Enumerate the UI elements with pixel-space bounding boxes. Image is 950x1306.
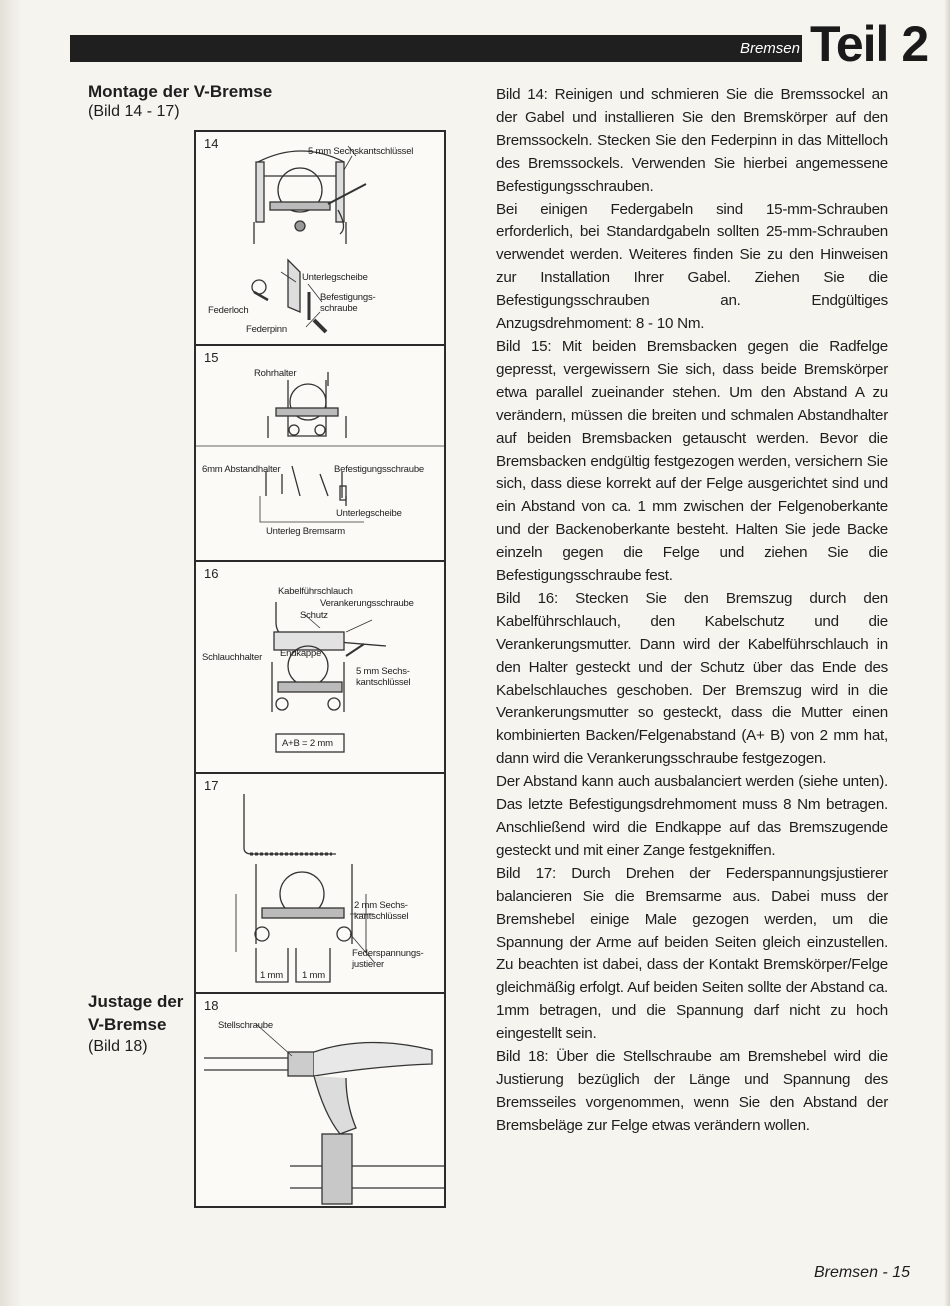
paragraph-bild-17: Bild 17: Durch Drehen der Federspannungsjustierer balancieren Sie die Bremsarme aus. Dabei muss der Bremshebel einige Male gezogen werden, um die Spannung der Arme auf beiden Seiten gleich einzustellen. Zu beachten ist dabei, dass der Kontakt Bremskörper/Felge gleichmäßig erfolgt. Auf beiden Seiten sollte der Abstand ca. 1mm betragen, und die Spannung darf nicht zu hoch eingestellt sein. [496,864,888,1043]
figure-column [194,130,446,1208]
figure-14-number: 14 [204,136,219,151]
figure-15-label-unterlegscheibe: Unterlegscheibe [336,508,402,519]
paragraph-abstand: Der Abstand kann auch ausbalanciert werden (siehe unten). Das letzte Befestigungsdrehmoment muss 8 Nm betragen. Anschließend wird die Endkappe auf das Bremszugende gesteckt und mit einer Zange festgekniffen. [496,773,888,859]
figure-18-number: 18 [204,998,219,1013]
figure-16-label-verankerung: Verankerungsschraube [320,598,414,609]
scan-edge-right [944,0,950,1306]
paragraph-bild-18: Bild 18: Über die Stellschraube am Bremshebel wird die Justierung bezüglich der Länge und Spannung des Bremsseiles vorgenommen, wenn Sie den Abstand der Bremsbeläge zur Felge etwas verändern wollen. [496,1048,888,1134]
figure-17-label-1mm-right: 1 mm [302,970,325,981]
figure-17-number: 17 [204,778,219,793]
figure-16-label-schlauchhalter: Schlauchhalter [202,652,263,663]
figure-15-label-rohrhalter: Rohrhalter [254,368,297,379]
figure-17-label-federspannung: Federspannungs- justierer [352,948,424,970]
figure-17-label-sechskant: 2 mm Sechs- kantschlüssel [354,900,409,922]
figure-14-label-befestigungsschraube: Befestigungs- schraube [320,292,376,314]
figure-17-label-1mm-left: 1 mm [260,970,283,981]
figure-15-label-unterleg-bremsarm: Unterleg Bremsarm [266,526,345,537]
figure-15-label-abstandhalter: 6mm Abstandhalter [202,464,281,475]
figure-15-number: 15 [204,350,219,365]
paragraph-bild-15: Bild 15: Mit beiden Bremsbacken gegen die Radfelge gepresst, vergewissern Sie sich, dass beide Bremskörper etwa parallel zueinander stehen. Um den Abstand A zu verändern, müssen die breiten und schmalen Abstandhalter auf beiden Bremsbacken getauscht werden. Bevor die Bremsbacken endgültig festgezogen werden, versichern Sie sich, dass diese korrekt auf der Felge ausgerichtet sind und ein Abstand von ca. 1 mm zwischen der Felgenoberkante und der Backenoberkante besteht. Halten Sie jede Backe einzeln gegen die Felge und ziehen Sie die Befestigungsschraube fest. [496,337,888,585]
paragraph-bild-14: Bild 14: Reinigen und schmieren Sie die Bremssockel an der Gabel und installieren Sie den Bremskörper auf den Bremssockeln. Stecken Sie den Federpinn in das Mittelloch des Bremssockels. Verwenden Sie hierbei angemessene Befestigungsschrauben. [496,86,888,195]
figure-16-label-kabelfuehrschlauch: Kabelführschlauch [278,586,353,597]
figure-16 [196,562,444,774]
figure-14-label-federloch: Federloch [208,305,249,316]
montage-heading: Montage der V-Bremse [88,82,273,101]
figure-14 [196,132,444,346]
justage-heading: Justage der V-Bremse [88,992,184,1034]
header-section-title: Bremsen [739,40,800,57]
figure-16-label-schutz: Schutz [300,610,328,621]
figure-15 [196,346,444,562]
header-part-label: Teil 2 [810,16,929,72]
figure-14-label-sechskant: 5 mm Sechskantschlüssel [308,146,414,157]
figure-18-label-stellschraube: Stellschraube [218,1020,273,1031]
figure-17 [196,774,444,994]
figure-16-label-endkappe: Endkappe [280,648,322,659]
figure-16-label-sechskant: 5 mm Sechs- kantschlüssel [356,666,411,688]
figure-15-label-befestigungsschraube: Befestigungsschraube [334,464,425,475]
figure-14-label-federpinn: Federpinn [246,324,287,335]
figure-14-label-unterlegscheibe: Unterlegscheibe [302,272,368,283]
paragraph-bild-16: Bild 16: Stecken Sie den Bremszug durch den Kabelführschlauch, den Kabelschutz und die Verankerungsmutter. Dann wird der Kabelführschlauch in den Halter gesteckt und der Schutz über das Ende des Kabelschlauches geschoben. Der Bremszug wird in die Verankerungsmutter so gesteckt, dass die Mutter einen kombinierten Backen/Felgenabstand (A+ B) von 2 mm hat, dann wird die Verankerungsschraube festgezogen. [496,589,888,768]
figure-16-number: 16 [204,566,219,581]
page-footer: Bremsen - 15 [813,1264,910,1281]
body-text [496,84,888,1138]
figure-18 [196,994,444,1206]
montage-subheading: (Bild 14 - 17) [88,103,180,120]
justage-subheading: (Bild 18) [88,1038,148,1055]
figure-16-label-ab: A+B = 2 mm [282,738,333,749]
scan-edge-left [0,0,22,1306]
header-bar [70,35,802,62]
paragraph-schrauben: Bei einigen Federgabeln sind 15-mm-Schrauben erforderlich, bei Standardgabeln sollten 25-mm-Schrauben verwendet werden. Weiteres finden Sie zu den Hinweisen zur Installation Ihrer Gabel. Ziehen Sie die Befestigungsschrauben an. Endgültiges Anzugsdrehmoment: 8 - 10 Nm. [496,200,888,333]
